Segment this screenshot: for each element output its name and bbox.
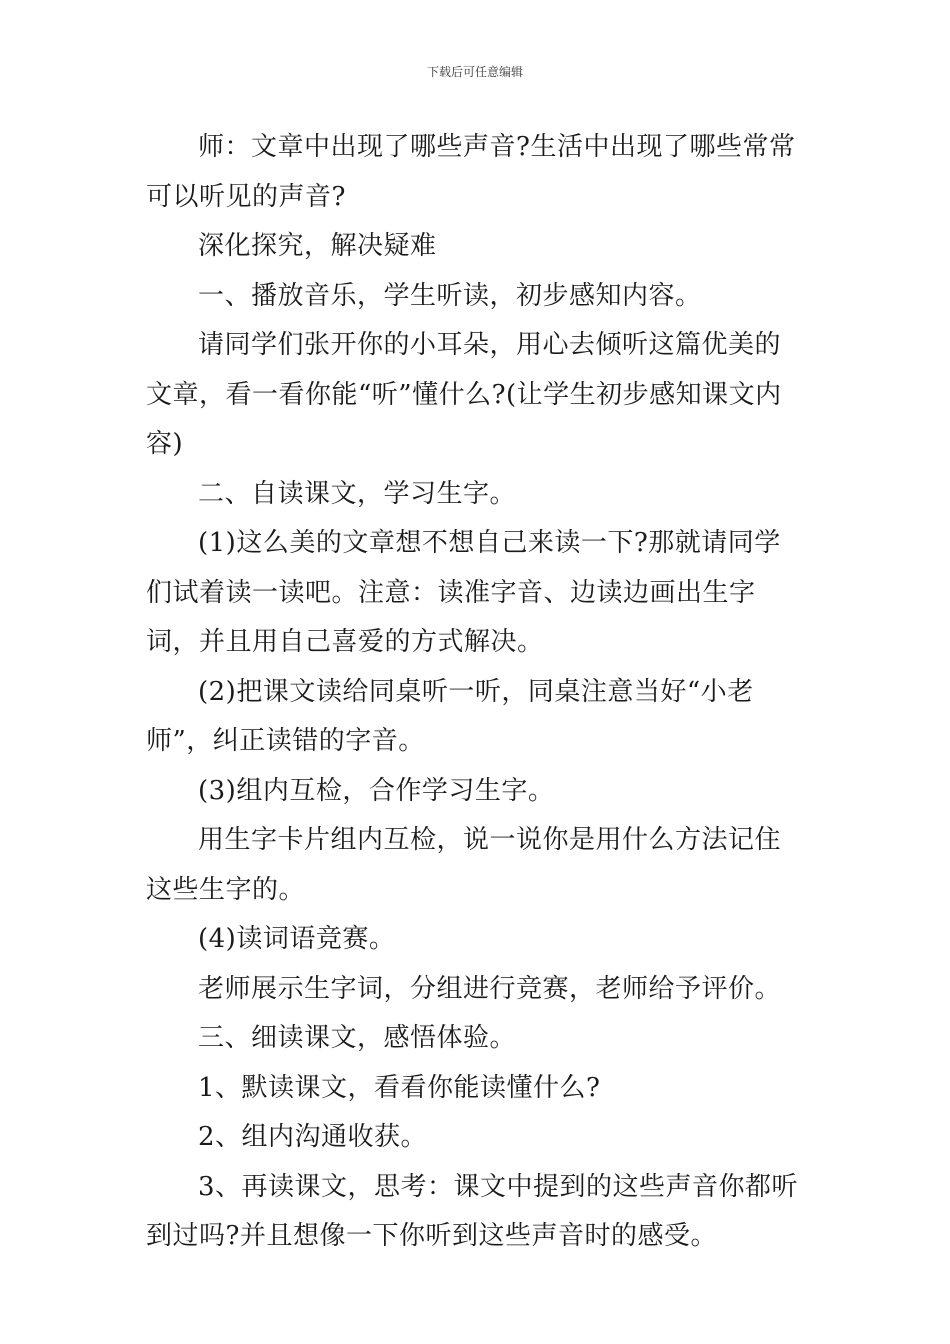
section-heading: 二、自读课文，学习生字。 <box>198 478 517 509</box>
section-heading: 深化探究，解决疑难 <box>198 231 437 261</box>
list-item: 2、组内沟通收获。 <box>198 1122 428 1152</box>
paragraph: (1)这么美的文章想不想自己来读一下?那就请同学们试着读一读吧。注意：读准字音、边读边画出生字词，并且用自己喜爱的方式解决。 <box>146 528 781 657</box>
section-heading: 一、播放音乐，学生听读，初步感知内容。 <box>198 280 702 311</box>
page-header: 下载后可任意编辑 <box>426 65 523 79</box>
paragraph: 师：文章中出现了哪些声音?生活中出现了哪些常常可以听见的声音? <box>146 132 796 212</box>
document-body <box>146 123 806 1262</box>
paragraph: (3)组内互检，合作学习生字。 <box>198 775 555 806</box>
paragraph: 老师展示生字词，分组进行竞赛，老师给予评价。 <box>198 973 782 1004</box>
paragraph: 请同学们张开你的小耳朵，用心去倾听这篇优美的文章，看一看你能“听”懂什么?(让学生初步感知课文内容) <box>146 330 782 459</box>
paragraph: 用生字卡片组内互检，说一说你是用什么方法记住这些生字的。 <box>146 825 782 905</box>
paragraph: (2)把课文读给同桌听一听，同桌注意当好“小老师”，纠正读错的字音。 <box>146 676 754 756</box>
list-item: 3、再读课文，思考：课文中提到的这些声音你都听到过吗?并且想像一下你听到这些声音时的感受。 <box>146 1171 799 1251</box>
list-item: 1、默读课文，看看你能读懂什么? <box>198 1072 601 1103</box>
paragraph: (4)读词语竞赛。 <box>198 924 396 954</box>
section-heading: 三、细读课文，感悟体验。 <box>198 1023 517 1053</box>
